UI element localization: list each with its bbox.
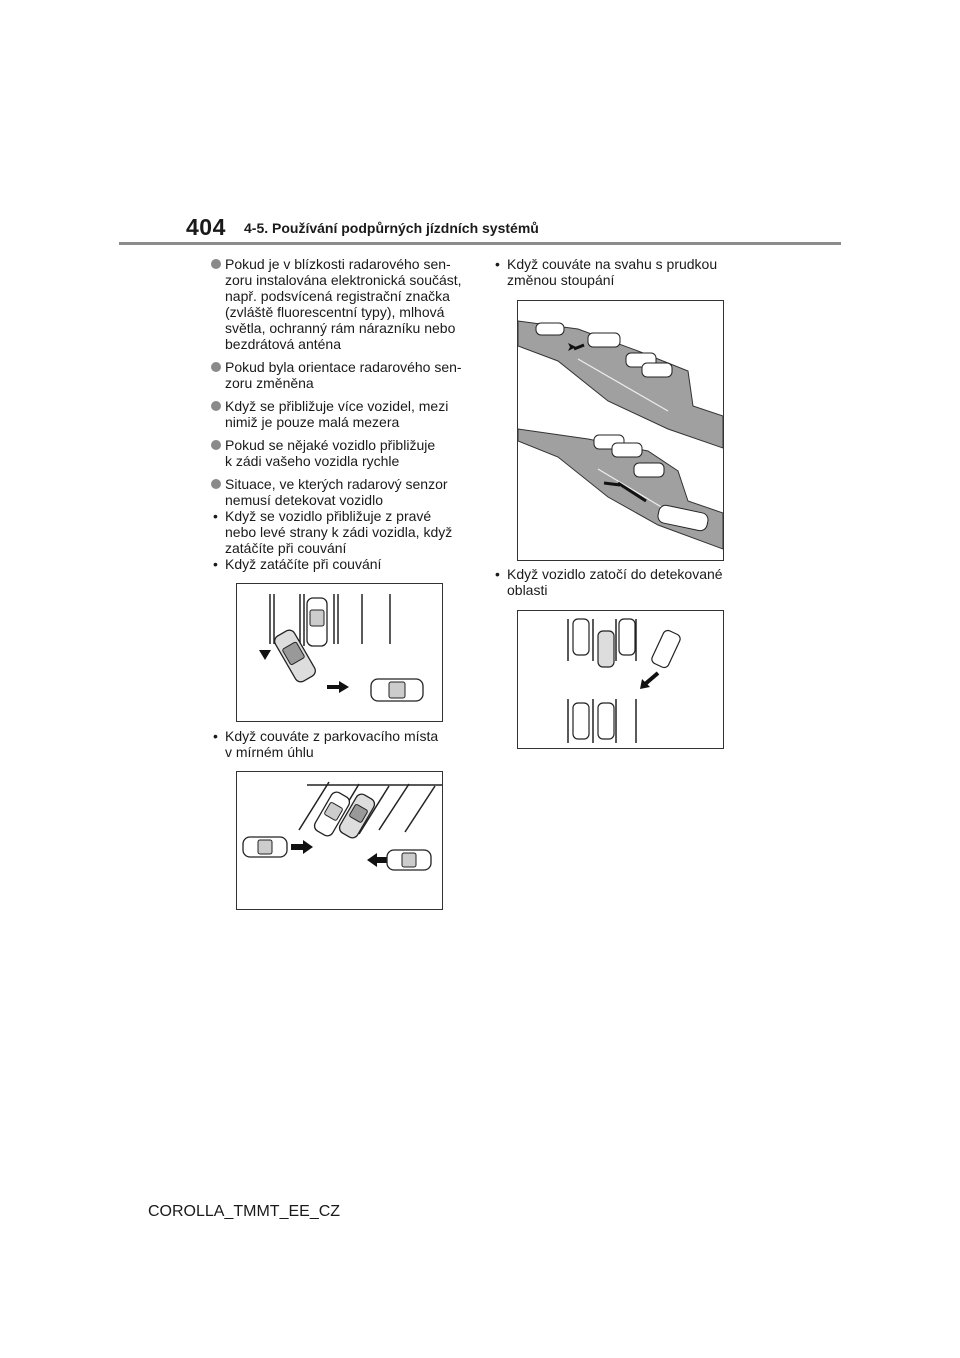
bullet-text: Pokud je v blízkosti radarového sen- zoru instalována elektronická součást, např. podsvícená registrační značka (zvláště fluorescentní typy), mlhová světla, ochranný rám nárazníku nebo bezdrátová anténa — [225, 256, 462, 352]
sub-bullet-icon: • — [213, 508, 218, 524]
bullet-text: Situace, ve kterých radarový senzor nemusí detekovat vozidlo — [225, 476, 448, 508]
sub-item-text: Když vozidlo zatočí do detekované oblasti — [507, 566, 723, 598]
sub-item-text: Když couváte z parkovacího místa v mírném úhlu — [225, 728, 439, 760]
bullet-dot-icon — [211, 259, 221, 269]
header-divider — [119, 242, 841, 245]
bullet-text: Když se přibližuje více vozidel, mezi nimiž je pouze malá mezera — [225, 398, 449, 430]
sub-bullet-icon: • — [213, 728, 218, 744]
sub-item — [211, 728, 471, 760]
sub-item — [493, 256, 733, 288]
figure-turn-into — [517, 610, 724, 749]
left-column — [211, 256, 471, 572]
down-arrow-icon — [259, 640, 271, 660]
figure-reverse-turning-illustration — [237, 584, 442, 721]
car-parked — [307, 598, 327, 646]
page-number: 404 — [186, 214, 226, 240]
bullet-text: Pokud se nějaké vozidlo přibližuje k zádi vašeho vozidla rychle — [225, 437, 436, 469]
bullet-dot-icon — [211, 479, 221, 489]
section-title: 4-5. Používání podpůrných jízdních systémů — [244, 220, 539, 236]
bullet-dot-icon — [211, 362, 221, 372]
sub-bullet-icon: • — [495, 256, 500, 272]
sub-item — [211, 508, 471, 556]
car-approaching-left — [243, 837, 287, 857]
car-turning-in — [650, 629, 682, 669]
right-column — [493, 256, 733, 288]
sub-item-text: Když couváte na svahu s prudkou změnou stoupání — [507, 256, 718, 288]
figure-slope-illustration — [518, 301, 723, 560]
sub-bullet-icon: • — [213, 556, 218, 572]
bullet-dot-icon — [211, 440, 221, 450]
car-approaching — [371, 679, 423, 701]
bullet-item — [211, 398, 471, 430]
bullet-dot-icon — [211, 401, 221, 411]
bullet-text: Pokud byla orientace radarového sen- zoru změněna — [225, 359, 462, 391]
left-arrow-icon — [327, 681, 349, 693]
footer-code: COROLLA_TMMT_EE_CZ — [148, 1203, 341, 1220]
figure-reverse-angle-illustration — [237, 772, 442, 909]
figure-turn-into-illustration — [518, 611, 723, 748]
left-arrow-icon — [367, 853, 387, 867]
caption-turn-into — [493, 566, 733, 598]
car-approaching-right — [387, 850, 431, 870]
bullet-item — [211, 437, 471, 469]
bullet-item — [211, 476, 471, 508]
caption-reverse-angle — [211, 728, 471, 760]
sub-bullet-icon: • — [495, 566, 500, 582]
arrow-icon — [604, 483, 620, 485]
figure-reverse-turning — [236, 583, 443, 722]
figure-reverse-angle — [236, 771, 443, 910]
bullet-item — [211, 256, 471, 352]
figure-slope — [517, 300, 724, 561]
right-arrow-icon — [291, 840, 313, 854]
sub-item-text: Když se vozidlo přibližuje z pravé nebo levé strany k zádi vozidla, když zatáčíte při couvání — [225, 508, 453, 556]
bullet-item — [211, 359, 471, 391]
sub-item-text: Když zatáčíte při couvání — [225, 556, 382, 572]
sub-item — [211, 556, 471, 572]
sub-item — [493, 566, 733, 598]
